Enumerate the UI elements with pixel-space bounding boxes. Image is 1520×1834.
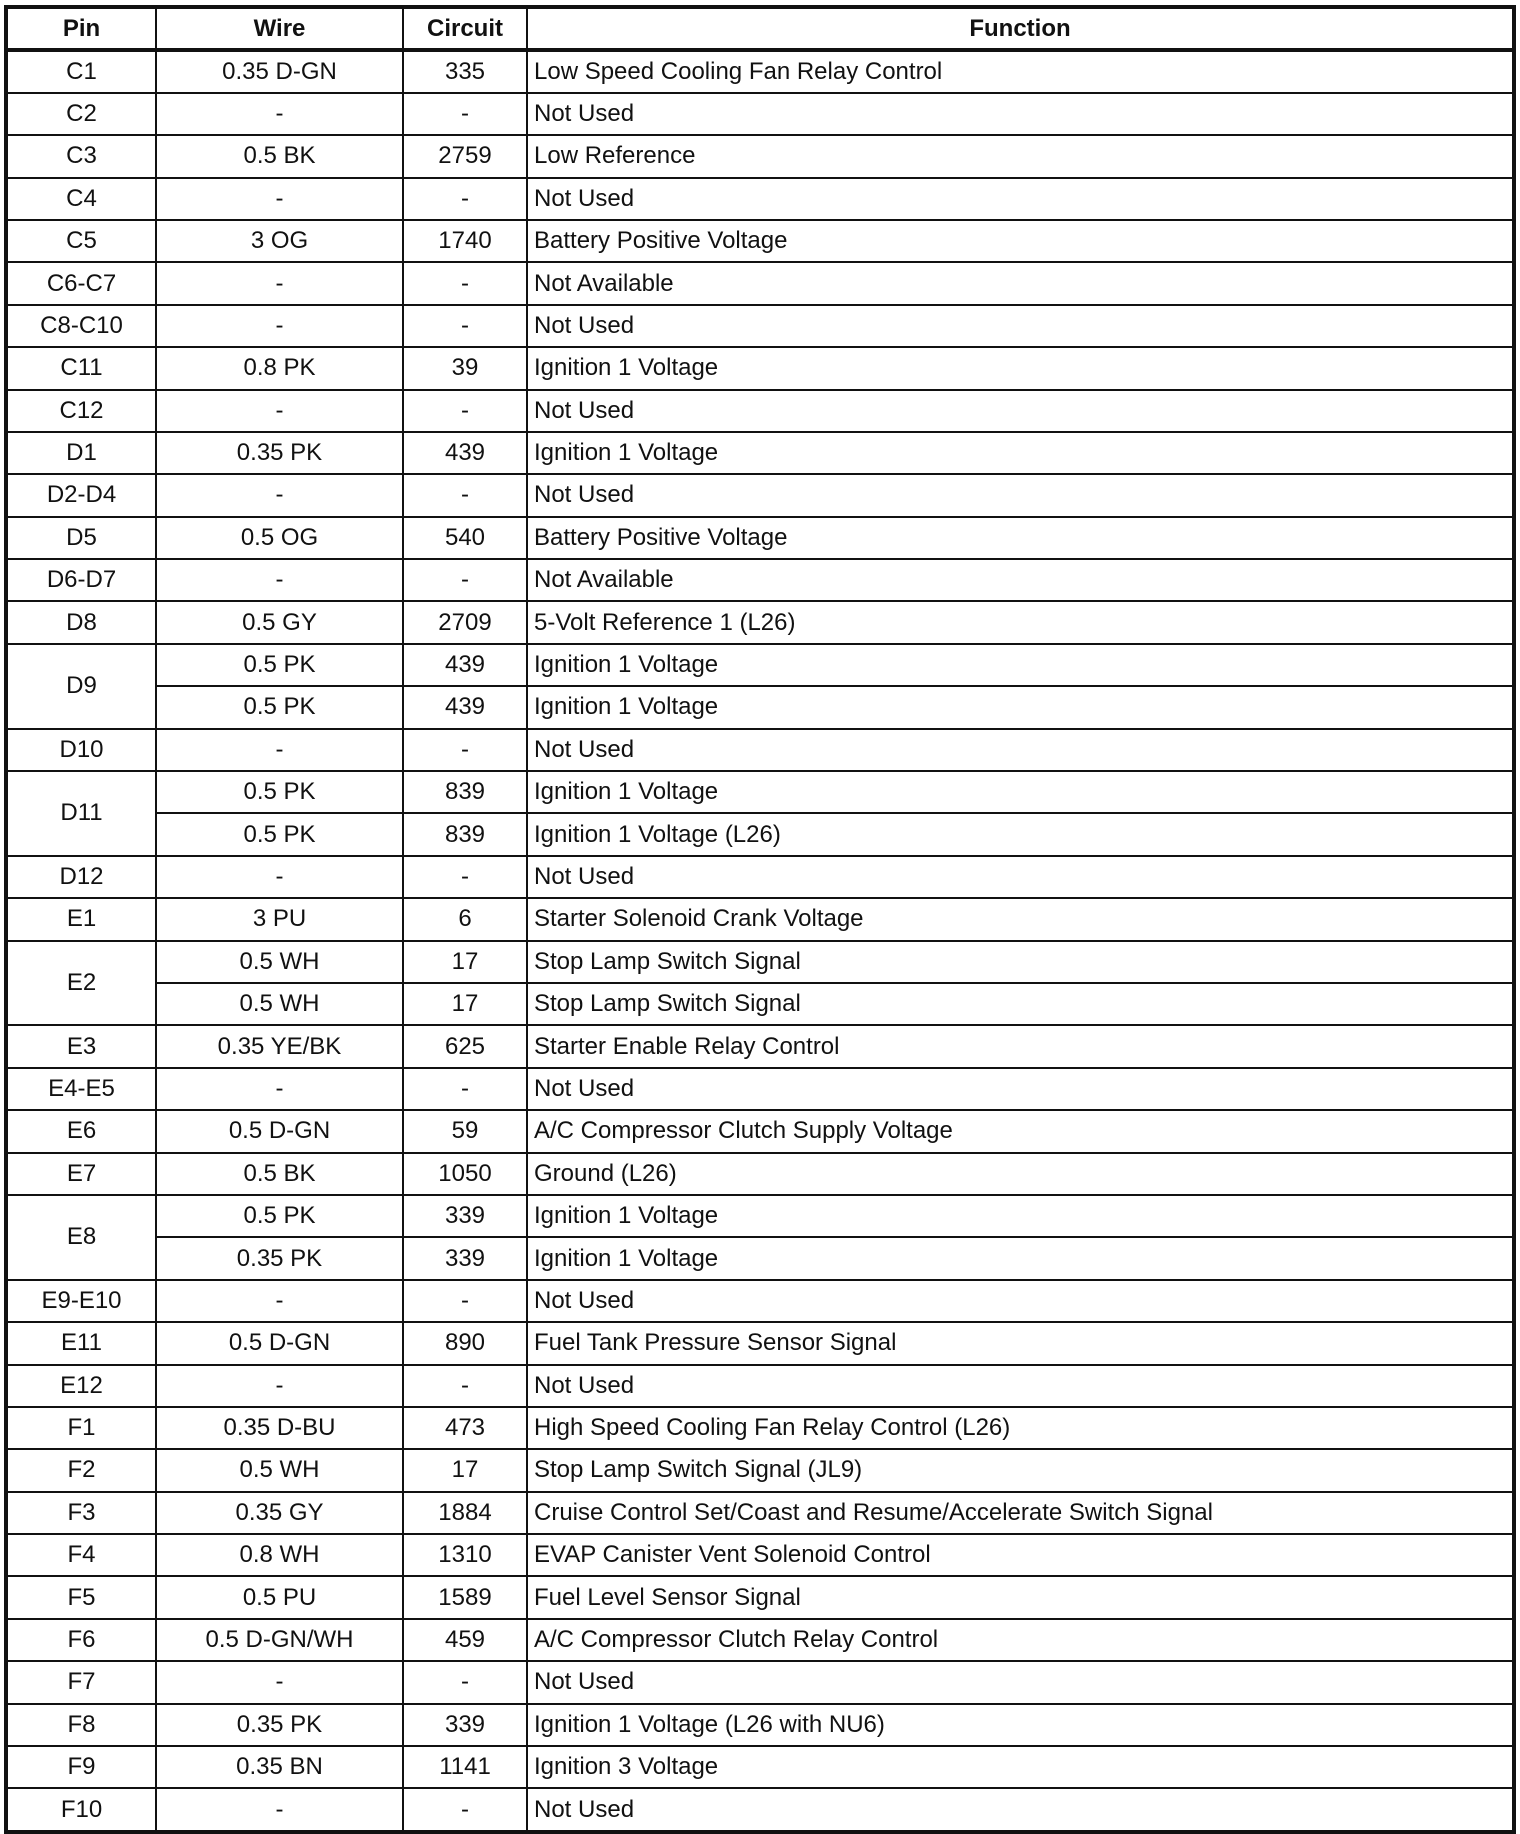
pin-cell: E4-E5 xyxy=(7,1068,156,1110)
circuit-cell: - xyxy=(403,474,527,516)
wire-cell: - xyxy=(156,729,403,771)
pin-cell: C4 xyxy=(7,178,156,220)
pin-cell: E9-E10 xyxy=(7,1280,156,1322)
function-cell: Not Used xyxy=(527,474,1513,516)
wire-cell: 0.35 PK xyxy=(156,1237,403,1279)
function-cell: Battery Positive Voltage xyxy=(527,220,1513,262)
pin-cell: F8 xyxy=(7,1704,156,1746)
table-row xyxy=(7,1025,1513,1067)
pin-cell: D11 xyxy=(7,771,156,856)
pin-cell: E3 xyxy=(7,1025,156,1067)
table-row xyxy=(7,1068,1513,1110)
wire-cell: 0.5 PK xyxy=(156,771,403,813)
circuit-cell: - xyxy=(403,262,527,304)
table-row xyxy=(7,1746,1513,1788)
circuit-cell: - xyxy=(403,1788,527,1830)
pin-cell: F2 xyxy=(7,1449,156,1491)
function-cell: Not Used xyxy=(527,93,1513,135)
table-row xyxy=(7,941,1513,983)
function-cell: Fuel Tank Pressure Sensor Signal xyxy=(527,1322,1513,1364)
table-row xyxy=(7,1534,1513,1576)
circuit-cell: 540 xyxy=(403,517,527,559)
pin-cell: F5 xyxy=(7,1576,156,1618)
function-cell: Cruise Control Set/Coast and Resume/Accelerate Switch Signal xyxy=(527,1492,1513,1534)
wire-cell: 0.35 PK xyxy=(156,1704,403,1746)
function-cell: A/C Compressor Clutch Relay Control xyxy=(527,1619,1513,1661)
wire-cell: 0.5 OG xyxy=(156,517,403,559)
pin-cell: F6 xyxy=(7,1619,156,1661)
wire-cell: - xyxy=(156,1365,403,1407)
table-row xyxy=(7,898,1513,940)
function-cell: Low Speed Cooling Fan Relay Control xyxy=(527,50,1513,92)
table-row xyxy=(7,983,1513,1025)
circuit-cell: - xyxy=(403,1280,527,1322)
function-cell: Not Used xyxy=(527,1661,1513,1703)
function-cell: Ignition 1 Voltage xyxy=(527,432,1513,474)
function-cell: Ignition 1 Voltage (L26) xyxy=(527,813,1513,855)
pin-cell: C6-C7 xyxy=(7,262,156,304)
circuit-cell: 339 xyxy=(403,1704,527,1746)
circuit-cell: 439 xyxy=(403,432,527,474)
pin-cell: D6-D7 xyxy=(7,559,156,601)
circuit-cell: 459 xyxy=(403,1619,527,1661)
circuit-cell: - xyxy=(403,390,527,432)
pin-cell: D1 xyxy=(7,432,156,474)
table-row xyxy=(7,1195,1513,1237)
pin-cell: E11 xyxy=(7,1322,156,1364)
table-row xyxy=(7,1407,1513,1449)
pin-cell: C5 xyxy=(7,220,156,262)
pin-cell: F3 xyxy=(7,1492,156,1534)
table-row xyxy=(7,644,1513,686)
table-row xyxy=(7,686,1513,728)
table-row xyxy=(7,813,1513,855)
circuit-cell: - xyxy=(403,1068,527,1110)
function-cell: Low Reference xyxy=(527,135,1513,177)
pin-cell: F7 xyxy=(7,1661,156,1703)
function-cell: Not Used xyxy=(527,178,1513,220)
circuit-cell: 2709 xyxy=(403,601,527,643)
circuit-cell: 17 xyxy=(403,983,527,1025)
wire-cell: 0.5 PK xyxy=(156,686,403,728)
circuit-cell: 339 xyxy=(403,1237,527,1279)
circuit-cell: - xyxy=(403,729,527,771)
circuit-cell: 473 xyxy=(403,1407,527,1449)
wire-cell: 0.35 YE/BK xyxy=(156,1025,403,1067)
circuit-cell: - xyxy=(403,178,527,220)
function-cell: Stop Lamp Switch Signal (JL9) xyxy=(527,1449,1513,1491)
table-row xyxy=(7,432,1513,474)
function-cell: 5-Volt Reference 1 (L26) xyxy=(527,601,1513,643)
wire-cell: 0.5 BK xyxy=(156,1153,403,1195)
circuit-cell: 890 xyxy=(403,1322,527,1364)
table-row xyxy=(7,220,1513,262)
pin-cell: C3 xyxy=(7,135,156,177)
pin-cell: D5 xyxy=(7,517,156,559)
function-cell: Ground (L26) xyxy=(527,1153,1513,1195)
table-row xyxy=(7,1322,1513,1364)
wire-cell: - xyxy=(156,178,403,220)
pin-cell: D10 xyxy=(7,729,156,771)
circuit-cell: 59 xyxy=(403,1110,527,1152)
pin-cell: C1 xyxy=(7,50,156,92)
function-cell: Battery Positive Voltage xyxy=(527,517,1513,559)
circuit-cell: 1310 xyxy=(403,1534,527,1576)
pin-cell: E1 xyxy=(7,898,156,940)
wire-cell: 0.5 WH xyxy=(156,1449,403,1491)
wire-cell: - xyxy=(156,1068,403,1110)
wire-cell: 0.5 D-GN/WH xyxy=(156,1619,403,1661)
function-cell: Not Used xyxy=(527,856,1513,898)
function-cell: Not Used xyxy=(527,1068,1513,1110)
table-row xyxy=(7,1576,1513,1618)
wire-cell: - xyxy=(156,856,403,898)
function-cell: Stop Lamp Switch Signal xyxy=(527,983,1513,1025)
table-row xyxy=(7,856,1513,898)
table-row xyxy=(7,1788,1513,1830)
circuit-cell: 39 xyxy=(403,347,527,389)
circuit-cell: 439 xyxy=(403,686,527,728)
table-row xyxy=(7,305,1513,347)
header-row xyxy=(7,8,1513,50)
wire-cell: - xyxy=(156,93,403,135)
pin-cell: E7 xyxy=(7,1153,156,1195)
circuit-cell: 1740 xyxy=(403,220,527,262)
pin-cell: C8-C10 xyxy=(7,305,156,347)
wire-cell: - xyxy=(156,1788,403,1830)
function-cell: A/C Compressor Clutch Supply Voltage xyxy=(527,1110,1513,1152)
wire-cell: 3 OG xyxy=(156,220,403,262)
function-cell: Ignition 1 Voltage (L26 with NU6) xyxy=(527,1704,1513,1746)
function-cell: Ignition 1 Voltage xyxy=(527,771,1513,813)
function-cell: Ignition 1 Voltage xyxy=(527,1237,1513,1279)
header-function: Function xyxy=(527,8,1513,50)
wire-cell: 0.35 GY xyxy=(156,1492,403,1534)
function-cell: Ignition 3 Voltage xyxy=(527,1746,1513,1788)
circuit-cell: 335 xyxy=(403,50,527,92)
wire-cell: - xyxy=(156,305,403,347)
wire-cell: 0.8 PK xyxy=(156,347,403,389)
pin-cell: C2 xyxy=(7,93,156,135)
table-row xyxy=(7,1280,1513,1322)
table-row xyxy=(7,262,1513,304)
function-cell: Not Used xyxy=(527,1788,1513,1830)
function-cell: Ignition 1 Voltage xyxy=(527,347,1513,389)
table-row xyxy=(7,347,1513,389)
circuit-cell: - xyxy=(403,856,527,898)
pin-cell: F4 xyxy=(7,1534,156,1576)
table-row xyxy=(7,50,1513,92)
header-pin: Pin xyxy=(7,8,156,50)
wire-cell: 0.5 D-GN xyxy=(156,1322,403,1364)
table-row xyxy=(7,1153,1513,1195)
function-cell: Not Used xyxy=(527,1280,1513,1322)
wire-cell: 0.35 PK xyxy=(156,432,403,474)
function-cell: Not Used xyxy=(527,729,1513,771)
table-row xyxy=(7,1619,1513,1661)
wire-cell: 3 PU xyxy=(156,898,403,940)
pin-cell: E8 xyxy=(7,1195,156,1280)
pin-cell: C11 xyxy=(7,347,156,389)
circuit-cell: 1141 xyxy=(403,1746,527,1788)
table-row xyxy=(7,1449,1513,1491)
wire-cell: 0.5 WH xyxy=(156,983,403,1025)
table-row xyxy=(7,1661,1513,1703)
wire-cell: 0.5 BK xyxy=(156,135,403,177)
function-cell: Starter Enable Relay Control xyxy=(527,1025,1513,1067)
function-cell: Not Available xyxy=(527,559,1513,601)
wire-cell: - xyxy=(156,1661,403,1703)
pin-cell: E6 xyxy=(7,1110,156,1152)
wire-cell: 0.8 WH xyxy=(156,1534,403,1576)
circuit-cell: - xyxy=(403,93,527,135)
table-row xyxy=(7,390,1513,432)
circuit-cell: 17 xyxy=(403,1449,527,1491)
function-cell: Ignition 1 Voltage xyxy=(527,686,1513,728)
pin-cell: D12 xyxy=(7,856,156,898)
circuit-cell: 839 xyxy=(403,771,527,813)
pin-cell: E12 xyxy=(7,1365,156,1407)
wire-cell: - xyxy=(156,474,403,516)
table-row xyxy=(7,1492,1513,1534)
wire-cell: 0.5 WH xyxy=(156,941,403,983)
circuit-cell: - xyxy=(403,305,527,347)
circuit-cell: - xyxy=(403,1661,527,1703)
function-cell: Not Used xyxy=(527,305,1513,347)
function-cell: Not Used xyxy=(527,1365,1513,1407)
function-cell: Starter Solenoid Crank Voltage xyxy=(527,898,1513,940)
pin-cell: C12 xyxy=(7,390,156,432)
table-row xyxy=(7,601,1513,643)
wire-cell: - xyxy=(156,262,403,304)
header-wire: Wire xyxy=(156,8,403,50)
circuit-cell: 439 xyxy=(403,644,527,686)
function-cell: High Speed Cooling Fan Relay Control (L26) xyxy=(527,1407,1513,1449)
wire-cell: - xyxy=(156,1280,403,1322)
circuit-cell: - xyxy=(403,559,527,601)
table-row xyxy=(7,559,1513,601)
pin-cell: D2-D4 xyxy=(7,474,156,516)
pin-cell: F9 xyxy=(7,1746,156,1788)
circuit-cell: 6 xyxy=(403,898,527,940)
function-cell: Fuel Level Sensor Signal xyxy=(527,1576,1513,1618)
table-row xyxy=(7,1365,1513,1407)
circuit-cell: 2759 xyxy=(403,135,527,177)
table-row xyxy=(7,135,1513,177)
wire-cell: 0.5 PK xyxy=(156,1195,403,1237)
wire-cell: 0.5 PK xyxy=(156,644,403,686)
wire-cell: 0.5 D-GN xyxy=(156,1110,403,1152)
connector-pinout-table xyxy=(6,7,1514,1832)
pin-cell: F1 xyxy=(7,1407,156,1449)
circuit-cell: 1050 xyxy=(403,1153,527,1195)
function-cell: EVAP Canister Vent Solenoid Control xyxy=(527,1534,1513,1576)
circuit-cell: 1589 xyxy=(403,1576,527,1618)
pin-cell: D9 xyxy=(7,644,156,729)
circuit-cell: 839 xyxy=(403,813,527,855)
table-row xyxy=(7,1237,1513,1279)
circuit-cell: - xyxy=(403,1365,527,1407)
circuit-cell: 1884 xyxy=(403,1492,527,1534)
function-cell: Not Available xyxy=(527,262,1513,304)
circuit-cell: 339 xyxy=(403,1195,527,1237)
table-row xyxy=(7,1704,1513,1746)
circuit-cell: 17 xyxy=(403,941,527,983)
wire-cell: 0.35 D-BU xyxy=(156,1407,403,1449)
pin-cell: F10 xyxy=(7,1788,156,1830)
header-circuit: Circuit xyxy=(403,8,527,50)
circuit-cell: 625 xyxy=(403,1025,527,1067)
table-row xyxy=(7,517,1513,559)
wire-cell: 0.35 BN xyxy=(156,1746,403,1788)
wire-cell: - xyxy=(156,390,403,432)
function-cell: Not Used xyxy=(527,390,1513,432)
table-row xyxy=(7,93,1513,135)
table-row xyxy=(7,474,1513,516)
wire-cell: 0.5 GY xyxy=(156,601,403,643)
table-row xyxy=(7,729,1513,771)
wire-cell: - xyxy=(156,559,403,601)
function-cell: Stop Lamp Switch Signal xyxy=(527,941,1513,983)
wire-cell: 0.5 PK xyxy=(156,813,403,855)
function-cell: Ignition 1 Voltage xyxy=(527,1195,1513,1237)
pin-cell: D8 xyxy=(7,601,156,643)
function-cell: Ignition 1 Voltage xyxy=(527,644,1513,686)
table-row xyxy=(7,178,1513,220)
table-row xyxy=(7,1110,1513,1152)
table-body xyxy=(7,50,1513,1830)
wire-cell: 0.35 D-GN xyxy=(156,50,403,92)
table-row xyxy=(7,771,1513,813)
pin-cell: E2 xyxy=(7,941,156,1026)
wire-cell: 0.5 PU xyxy=(156,1576,403,1618)
